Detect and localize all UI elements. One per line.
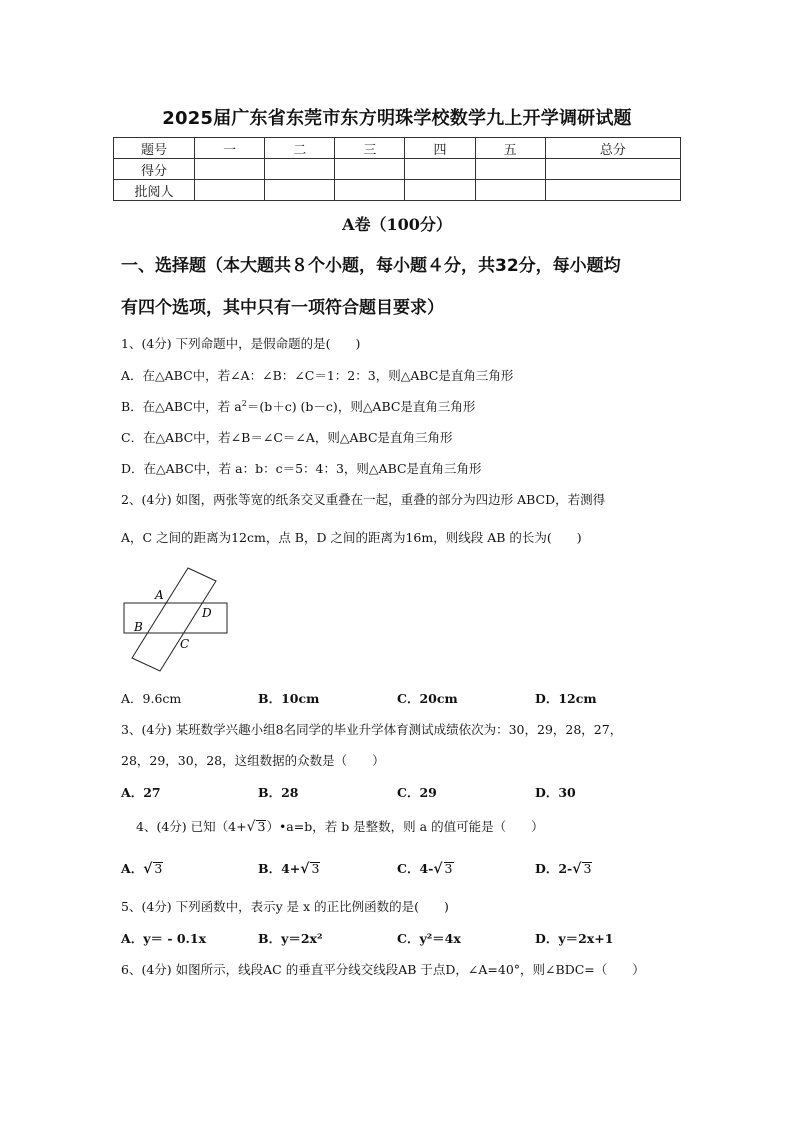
q3-option-d: D．30 bbox=[535, 785, 576, 800]
score-cell bbox=[405, 159, 475, 180]
sqrt-icon: √ bbox=[300, 861, 310, 877]
q1-option-b-sup: 2 bbox=[241, 398, 247, 408]
row-label: 得分 bbox=[114, 159, 195, 180]
q2-option-a: A．9.6cm bbox=[121, 691, 182, 706]
q1-option-b bbox=[121, 397, 475, 415]
sqrt-icon: √ bbox=[246, 819, 256, 835]
q2-stem-line1: 2、(4分) 如图，两张等宽的纸条交叉重叠在一起，重叠的部分为四边形 ABCD，若测得 bbox=[121, 492, 606, 507]
q3-stem-line1: 3、(4分) 某班数学兴趣小组8名同学的毕业升学体育测试成绩依次为：30，29，28，27， bbox=[121, 722, 623, 737]
score-cell bbox=[195, 159, 265, 180]
q4-option-b bbox=[258, 859, 320, 877]
q4-option-b-radicand: 3 bbox=[311, 861, 320, 876]
score-table-header-row bbox=[114, 138, 681, 159]
q2-figure bbox=[118, 565, 238, 675]
label-a: A bbox=[155, 588, 164, 602]
q3-option-b: B．28 bbox=[258, 785, 299, 800]
reviewer-cell bbox=[475, 180, 545, 201]
q5-option-c: C．y²＝4x bbox=[397, 931, 461, 946]
score-cell bbox=[475, 159, 545, 180]
score-row bbox=[114, 159, 681, 180]
q5-option-a: A．y＝ - 0.1x bbox=[121, 931, 207, 946]
header-cell: 四 bbox=[405, 138, 475, 159]
q1-option-a: A．在△ABC中，若∠A：∠B：∠C＝1：2：3，则△ABC是直角三角形 bbox=[121, 368, 514, 383]
q4-option-a bbox=[121, 859, 163, 877]
section-a-title: A卷（100分） bbox=[342, 215, 452, 234]
header-cell: 五 bbox=[475, 138, 545, 159]
q4-option-a-radicand: 3 bbox=[154, 861, 163, 876]
q5-option-b: B．y＝2x² bbox=[258, 931, 323, 946]
q4-stem bbox=[136, 817, 544, 835]
q4-option-a-label: A． bbox=[121, 861, 144, 876]
q2-option-b: B．10cm bbox=[258, 691, 320, 706]
q1-stem: 1、(4分) 下列命题中，是假命题的是( ) bbox=[121, 336, 361, 351]
reviewer-cell bbox=[265, 180, 335, 201]
q2-option-d: D．12cm bbox=[535, 691, 597, 706]
q4-stem-post: ）•a=b，若 b 是整数，则 a 的值可能是（ ） bbox=[266, 819, 544, 834]
part1-heading-line1: 一、选择题（本大题共８个小题，每小题４分，共32分，每小题均 bbox=[121, 256, 621, 276]
q1-option-b-post: ＝(b＋c) (b－c)，则△ABC是直角三角形 bbox=[246, 399, 476, 414]
sqrt-icon: √ bbox=[143, 861, 153, 877]
row-label: 批阅人 bbox=[114, 180, 195, 201]
q1-option-b-pre: B．在△ABC中，若 a bbox=[121, 399, 242, 414]
header-cell: 三 bbox=[335, 138, 405, 159]
q5-stem: 5、(4分) 下列函数中，表示y 是 x 的正比例函数的是( ) bbox=[121, 899, 449, 914]
q5-option-d: D．y＝2x+1 bbox=[535, 931, 614, 946]
q4-option-d bbox=[535, 859, 592, 877]
label-d: D bbox=[202, 606, 212, 620]
header-cell: 一 bbox=[195, 138, 265, 159]
score-cell bbox=[545, 159, 680, 180]
q3-stem-line2: 28，29，30，28，这组数据的众数是（ ） bbox=[121, 753, 385, 768]
score-cell bbox=[265, 159, 335, 180]
q4-option-c bbox=[397, 859, 454, 877]
q4-stem-radicand: 3 bbox=[257, 819, 266, 834]
q1-option-c: C．在△ABC中，若∠B＝∠C＝∠A，则△ABC是直角三角形 bbox=[121, 430, 453, 445]
q4-stem-pre: 4、(4分) 已知（4+ bbox=[136, 819, 247, 834]
q1-option-d: D．在△ABC中，若 a：b：c＝5：4：3，则△ABC是直角三角形 bbox=[121, 461, 482, 476]
q4-option-b-prefix: 4+ bbox=[281, 861, 301, 876]
header-cell: 题号 bbox=[114, 138, 195, 159]
part1-heading-line2: 有四个选项，其中只有一项符合题目要求） bbox=[121, 298, 444, 318]
reviewer-cell bbox=[545, 180, 680, 201]
q3-option-a: A．27 bbox=[121, 785, 161, 800]
q4-option-c-label: C． bbox=[397, 861, 420, 876]
reviewer-row bbox=[114, 180, 681, 201]
reviewer-cell bbox=[335, 180, 405, 201]
sqrt-icon: √ bbox=[433, 861, 443, 877]
score-table bbox=[113, 137, 681, 201]
header-cell: 二 bbox=[265, 138, 335, 159]
q4-option-b-label: B． bbox=[258, 861, 282, 876]
q6-stem: 6、(4分) 如图所示，线段AC 的垂直平分线交线段AB 于点D，∠A=40°，则∠BDC=（ ） bbox=[121, 962, 645, 977]
exam-title: 2025届广东省东莞市东方明珠学校数学九上开学调研试题 bbox=[162, 108, 632, 129]
label-b: B bbox=[134, 620, 143, 634]
q4-option-d-prefix: 2- bbox=[558, 861, 573, 876]
q2-option-c: C．20cm bbox=[397, 691, 458, 706]
q2-stem-line2: A，C 之间的距离为12cm，点 B，D 之间的距离为16m，则线段 AB 的长为( ) bbox=[121, 530, 582, 545]
sqrt-icon: √ bbox=[572, 861, 582, 877]
reviewer-cell bbox=[405, 180, 475, 201]
reviewer-cell bbox=[195, 180, 265, 201]
q4-option-d-radicand: 3 bbox=[583, 861, 592, 876]
q4-option-d-label: D． bbox=[535, 861, 559, 876]
q4-option-c-radicand: 3 bbox=[444, 861, 453, 876]
q3-option-c: C．29 bbox=[397, 785, 437, 800]
score-cell bbox=[335, 159, 405, 180]
label-c: C bbox=[180, 637, 190, 651]
header-cell: 总分 bbox=[545, 138, 680, 159]
q4-option-c-prefix: 4- bbox=[419, 861, 434, 876]
